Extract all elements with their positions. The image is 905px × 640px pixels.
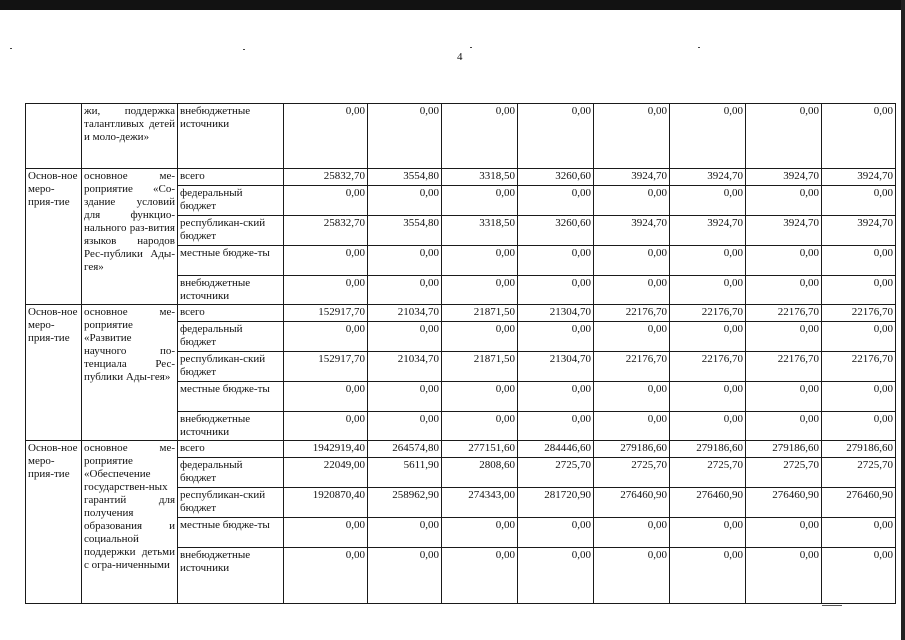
amount-cell: 0,00 — [368, 322, 442, 352]
amount-cell: 0,00 — [442, 186, 518, 216]
amount-cell: 0,00 — [822, 276, 896, 305]
amount-cell: 0,00 — [284, 322, 368, 352]
amount-cell: 0,00 — [746, 548, 822, 604]
amount-cell: 258962,90 — [368, 488, 442, 518]
amount-cell: 3260,60 — [518, 169, 594, 186]
amount-cell: 0,00 — [368, 382, 442, 412]
amount-cell: 2725,70 — [670, 458, 746, 488]
amount-cell: 0,00 — [746, 104, 822, 169]
funding-source-cell: всего — [178, 305, 284, 322]
amount-cell: 0,00 — [518, 246, 594, 276]
amount-cell: 0,00 — [442, 382, 518, 412]
amount-cell: 0,00 — [518, 104, 594, 169]
amount-cell: 0,00 — [670, 412, 746, 441]
amount-cell: 264574,80 — [368, 441, 442, 458]
amount-cell: 21871,50 — [442, 352, 518, 382]
amount-cell: 22176,70 — [594, 305, 670, 322]
amount-cell: 1942919,40 — [284, 441, 368, 458]
funding-source-cell: всего — [178, 169, 284, 186]
funding-source-cell: местные бюдже-ты — [178, 246, 284, 276]
funding-source-cell: местные бюдже-ты — [178, 518, 284, 548]
scan-top-border — [0, 0, 905, 10]
amount-cell: 0,00 — [670, 186, 746, 216]
amount-cell: 0,00 — [670, 518, 746, 548]
amount-cell: 0,00 — [518, 382, 594, 412]
category-cell — [26, 104, 82, 169]
amount-cell: 276460,90 — [822, 488, 896, 518]
amount-cell: 0,00 — [746, 412, 822, 441]
table-row — [26, 305, 896, 322]
amount-cell: 3924,70 — [670, 216, 746, 246]
amount-cell: 3924,70 — [822, 216, 896, 246]
amount-cell: 3260,60 — [518, 216, 594, 246]
funding-source-cell: внебюджетные источники — [178, 412, 284, 441]
amount-cell: 3924,70 — [746, 216, 822, 246]
amount-cell: 0,00 — [822, 382, 896, 412]
amount-cell: 2725,70 — [822, 458, 896, 488]
amount-cell: 0,00 — [368, 412, 442, 441]
amount-cell: 3924,70 — [822, 169, 896, 186]
amount-cell: 21034,70 — [368, 352, 442, 382]
amount-cell: 25832,70 — [284, 169, 368, 186]
category-cell: Основ-ное меро-прия-тие — [26, 305, 82, 441]
amount-cell: 2725,70 — [746, 458, 822, 488]
amount-cell: 0,00 — [746, 518, 822, 548]
amount-cell: 0,00 — [368, 518, 442, 548]
amount-cell: 3318,50 — [442, 216, 518, 246]
amount-cell: 0,00 — [284, 276, 368, 305]
measure-description-cell: основное ме-роприятие «Развитие научного по-тенциала Рес-публики Ады-гея» — [82, 305, 178, 441]
amount-cell: 0,00 — [518, 548, 594, 604]
amount-cell: 22176,70 — [670, 305, 746, 322]
amount-cell: 0,00 — [746, 382, 822, 412]
funding-source-cell: местные бюдже-ты — [178, 382, 284, 412]
amount-cell: 0,00 — [518, 412, 594, 441]
amount-cell: 0,00 — [518, 322, 594, 352]
funding-source-cell: федеральный бюджет — [178, 322, 284, 352]
amount-cell: 0,00 — [518, 518, 594, 548]
amount-cell: 0,00 — [442, 322, 518, 352]
amount-cell: 3318,50 — [442, 169, 518, 186]
amount-cell: 152917,70 — [284, 352, 368, 382]
amount-cell: 0,00 — [594, 412, 670, 441]
amount-cell: 3554,80 — [368, 169, 442, 186]
amount-cell: 281720,90 — [518, 488, 594, 518]
amount-cell: 284446,60 — [518, 441, 594, 458]
amount-cell: 2725,70 — [518, 458, 594, 488]
amount-cell: 279186,60 — [822, 441, 896, 458]
funding-source-cell: федеральный бюджет — [178, 186, 284, 216]
amount-cell: 2725,70 — [594, 458, 670, 488]
amount-cell: 0,00 — [368, 246, 442, 276]
scan-right-border — [901, 0, 905, 640]
funding-source-cell: всего — [178, 441, 284, 458]
amount-cell: 0,00 — [442, 276, 518, 305]
amount-cell: 0,00 — [284, 412, 368, 441]
amount-cell: 22176,70 — [746, 305, 822, 322]
amount-cell: 0,00 — [368, 548, 442, 604]
amount-cell: 0,00 — [746, 186, 822, 216]
amount-cell: 0,00 — [594, 548, 670, 604]
amount-cell: 0,00 — [670, 548, 746, 604]
amount-cell: 0,00 — [822, 246, 896, 276]
amount-cell: 0,00 — [746, 246, 822, 276]
amount-cell: 21871,50 — [442, 305, 518, 322]
amount-cell: 0,00 — [670, 382, 746, 412]
amount-cell: 0,00 — [368, 186, 442, 216]
amount-cell: 279186,60 — [594, 441, 670, 458]
amount-cell: 0,00 — [284, 246, 368, 276]
funding-source-cell: республикан-ский бюджет — [178, 216, 284, 246]
amount-cell: 0,00 — [594, 518, 670, 548]
amount-cell: 0,00 — [822, 322, 896, 352]
amount-cell: 0,00 — [822, 104, 896, 169]
amount-cell: 0,00 — [518, 186, 594, 216]
budget-table — [25, 103, 896, 604]
amount-cell: 0,00 — [368, 276, 442, 305]
amount-cell: 279186,60 — [746, 441, 822, 458]
amount-cell: 276460,90 — [746, 488, 822, 518]
table-row — [26, 104, 896, 169]
amount-cell: 0,00 — [670, 246, 746, 276]
amount-cell: 0,00 — [822, 548, 896, 604]
amount-cell: 22176,70 — [822, 305, 896, 322]
amount-cell: 0,00 — [594, 382, 670, 412]
amount-cell: 22176,70 — [822, 352, 896, 382]
amount-cell: 276460,90 — [594, 488, 670, 518]
amount-cell: 22176,70 — [746, 352, 822, 382]
amount-cell: 0,00 — [442, 518, 518, 548]
measure-description-cell: основное ме-роприятие «Со-здание условий для функцио-нального раз-вития языков народов Рес-публики Ады-гея» — [82, 169, 178, 305]
funding-source-cell: республикан-ский бюджет — [178, 352, 284, 382]
amount-cell: 22176,70 — [670, 352, 746, 382]
funding-source-cell: федеральный бюджет — [178, 458, 284, 488]
funding-source-cell: республикан-ский бюджет — [178, 488, 284, 518]
amount-cell: 3924,70 — [594, 216, 670, 246]
amount-cell: 0,00 — [822, 518, 896, 548]
amount-cell: 0,00 — [442, 412, 518, 441]
amount-cell: 21304,70 — [518, 305, 594, 322]
amount-cell: 3924,70 — [594, 169, 670, 186]
amount-cell: 152917,70 — [284, 305, 368, 322]
amount-cell: 3554,80 — [368, 216, 442, 246]
amount-cell: 5611,90 — [368, 458, 442, 488]
amount-cell: 0,00 — [594, 186, 670, 216]
amount-cell: 0,00 — [670, 104, 746, 169]
amount-cell: 274343,00 — [442, 488, 518, 518]
table-row — [26, 169, 896, 186]
amount-cell: 0,00 — [284, 518, 368, 548]
amount-cell: 1920870,40 — [284, 488, 368, 518]
amount-cell: 21034,70 — [368, 305, 442, 322]
budget-table-body — [26, 104, 896, 604]
scan-speck — [698, 47, 700, 48]
amount-cell: 0,00 — [746, 276, 822, 305]
amount-cell: 0,00 — [518, 276, 594, 305]
amount-cell: 21304,70 — [518, 352, 594, 382]
amount-cell: 0,00 — [594, 104, 670, 169]
table-row — [26, 441, 896, 458]
amount-cell: 0,00 — [746, 322, 822, 352]
measure-description-cell: основное ме-роприятие «Обеспечение государствен-ных гарантий для получения образования и социальной поддержки детьми с огра-ниченными — [82, 441, 178, 604]
amount-cell: 22049,00 — [284, 458, 368, 488]
amount-cell: 0,00 — [284, 186, 368, 216]
scan-speck — [10, 48, 12, 49]
amount-cell: 0,00 — [442, 548, 518, 604]
amount-cell: 0,00 — [822, 412, 896, 441]
funding-source-cell: внебюджетные источники — [178, 276, 284, 305]
funding-source-cell: внебюджетные источники — [178, 548, 284, 604]
page-number: 4 — [457, 51, 463, 63]
amount-cell: 0,00 — [284, 382, 368, 412]
scan-mark — [822, 605, 842, 606]
amount-cell: 0,00 — [670, 322, 746, 352]
amount-cell: 0,00 — [594, 322, 670, 352]
amount-cell: 0,00 — [284, 548, 368, 604]
measure-description-cell: жи, поддержка талантливых детей и моло-дежи» — [82, 104, 178, 169]
amount-cell: 0,00 — [368, 104, 442, 169]
amount-cell: 277151,60 — [442, 441, 518, 458]
amount-cell: 279186,60 — [670, 441, 746, 458]
amount-cell: 0,00 — [284, 104, 368, 169]
amount-cell: 25832,70 — [284, 216, 368, 246]
amount-cell: 22176,70 — [594, 352, 670, 382]
amount-cell: 0,00 — [822, 186, 896, 216]
amount-cell: 2808,60 — [442, 458, 518, 488]
amount-cell: 0,00 — [442, 246, 518, 276]
amount-cell: 0,00 — [594, 276, 670, 305]
amount-cell: 0,00 — [442, 104, 518, 169]
amount-cell: 0,00 — [670, 276, 746, 305]
amount-cell: 276460,90 — [670, 488, 746, 518]
category-cell: Основ-ное меро-прия-тие — [26, 441, 82, 604]
amount-cell: 0,00 — [594, 246, 670, 276]
scan-speck — [243, 49, 245, 50]
scan-speck — [470, 47, 472, 48]
funding-source-cell: внебюджетные источники — [178, 104, 284, 169]
category-cell: Основ-ное меро-прия-тие — [26, 169, 82, 305]
amount-cell: 3924,70 — [746, 169, 822, 186]
amount-cell: 3924,70 — [670, 169, 746, 186]
